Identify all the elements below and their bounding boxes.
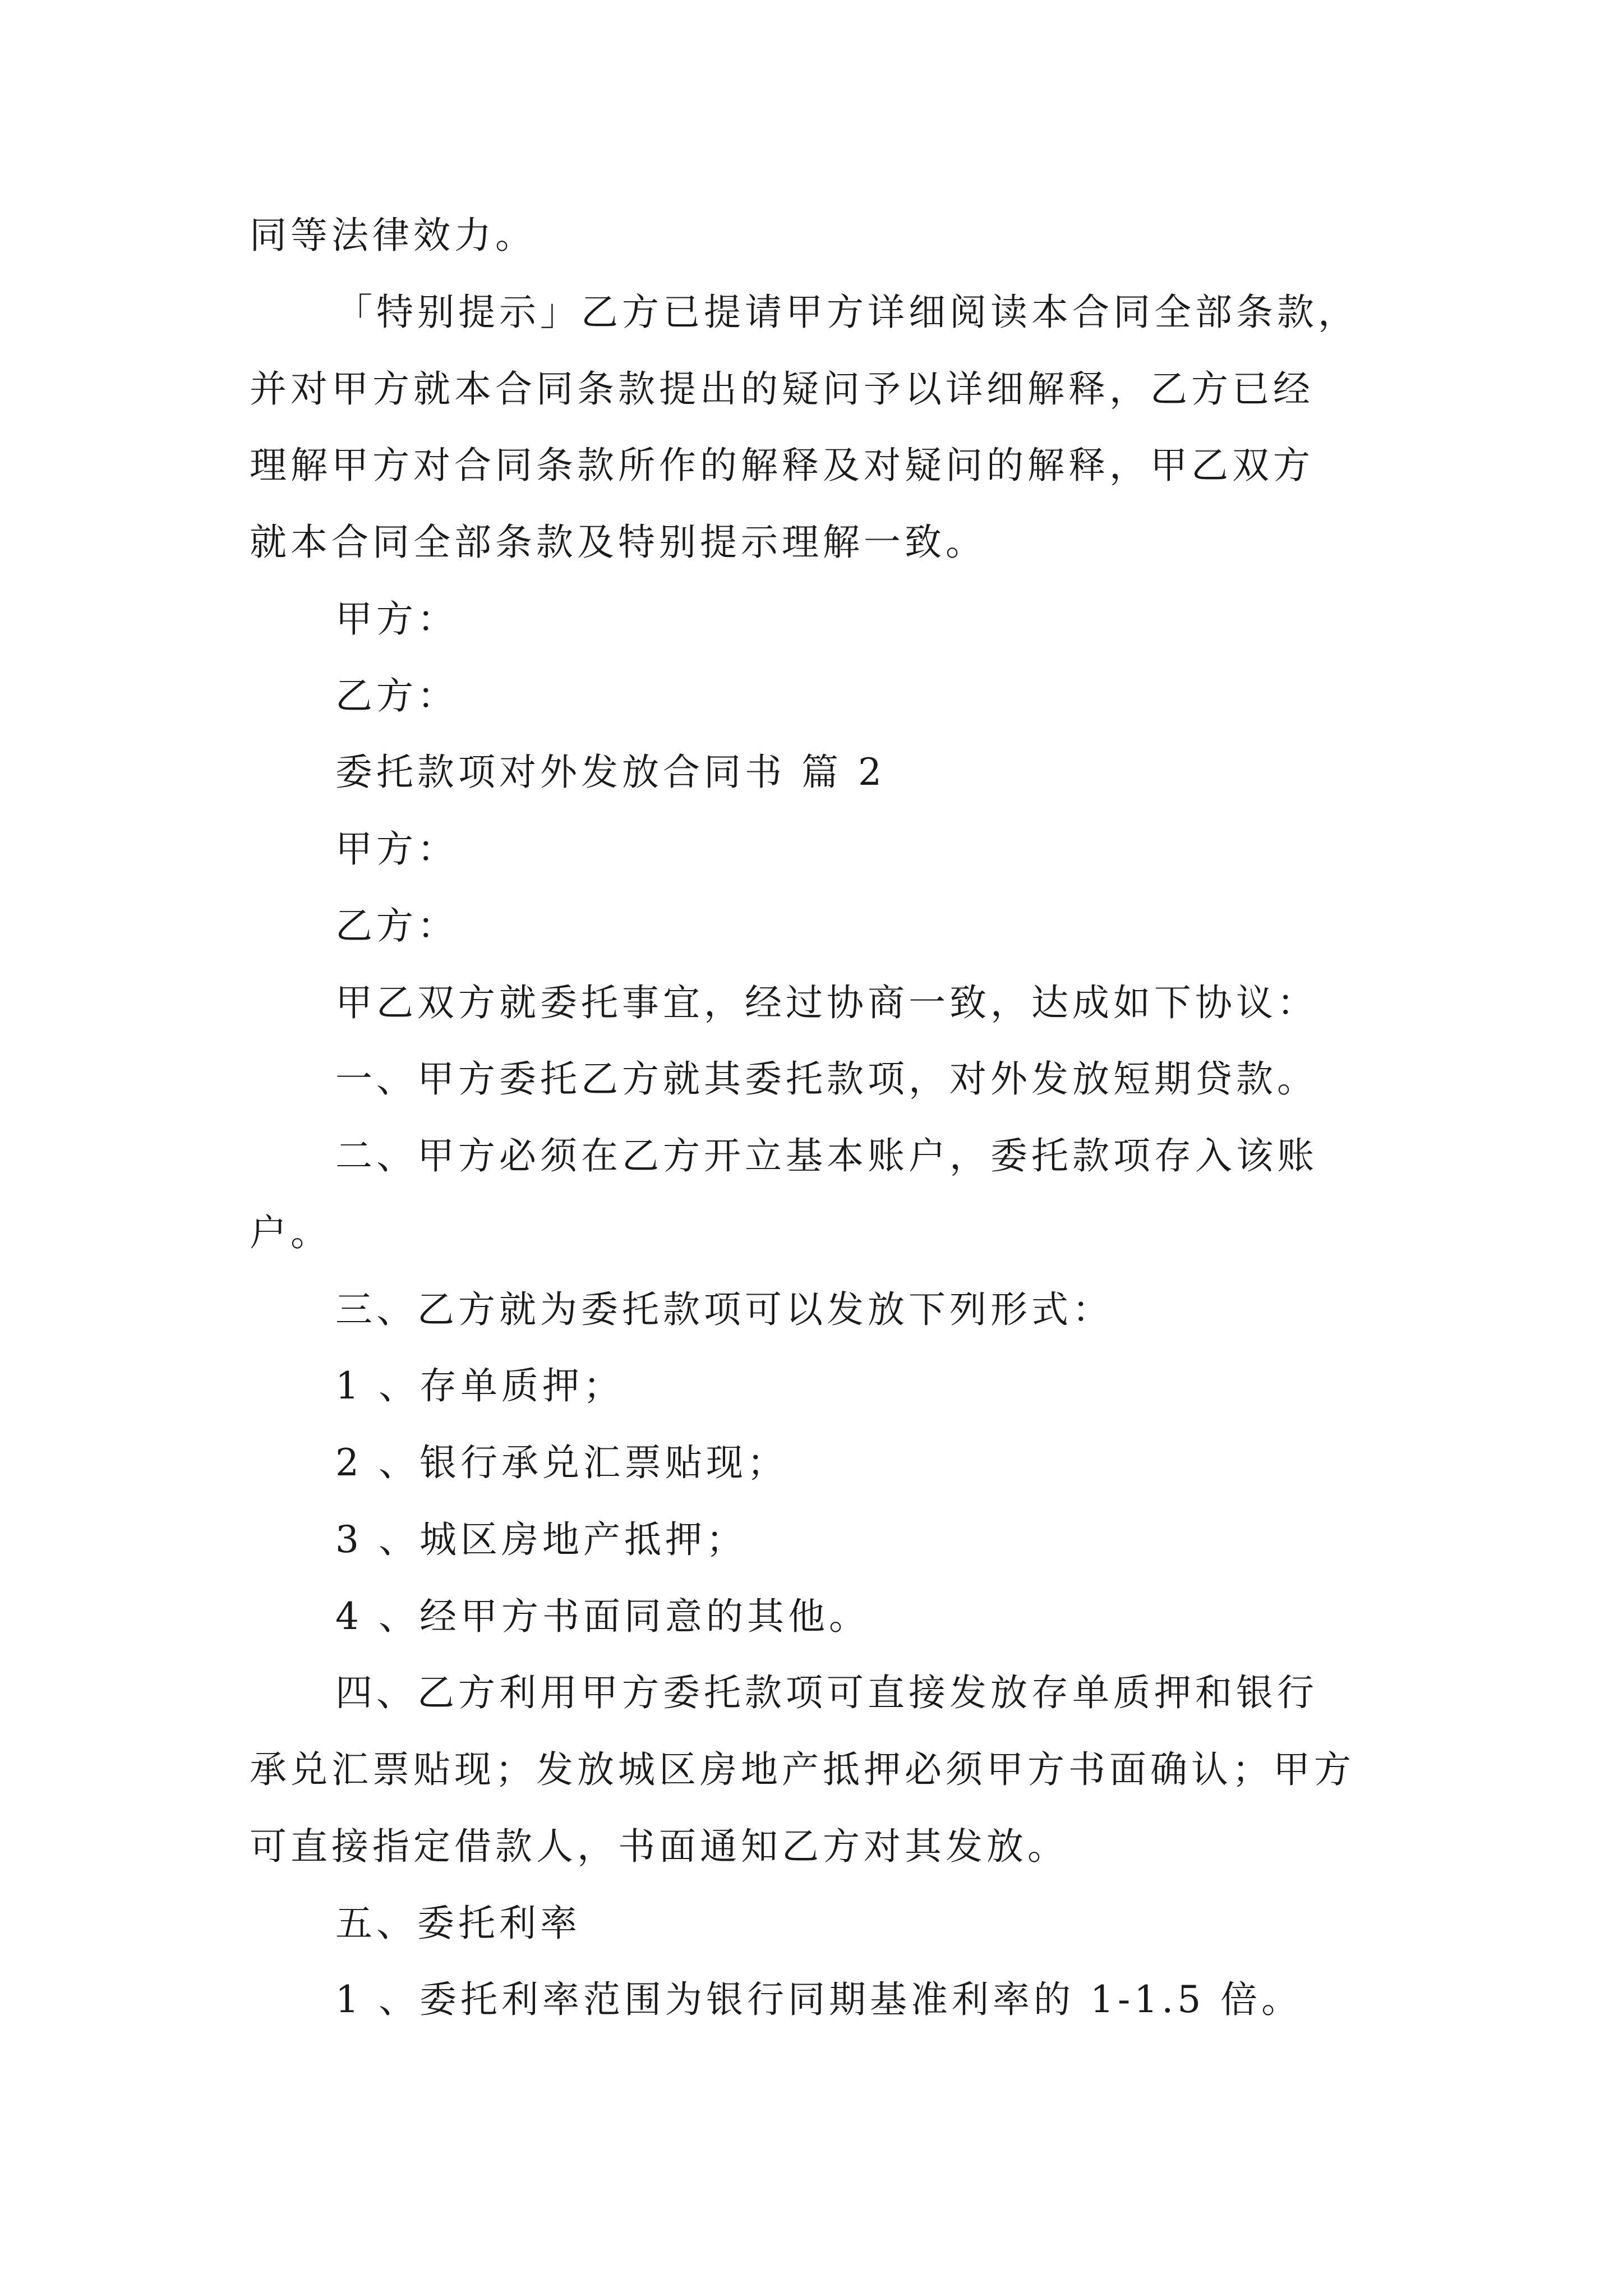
text-line-15: 三、乙方就为委托款项可以发放下列形式： [335, 1288, 1113, 1331]
text-line-3: 并对甲方就本合同条款提出的疑问予以详细解释，乙方已经 [250, 367, 1314, 411]
text-line-2: 「特别提示」乙方已提请甲方详细阅读本合同全部条款， [335, 291, 1359, 334]
text-line-11: 甲乙双方就委托事宜，经过协商一致，达成如下协议： [335, 981, 1318, 1024]
text-line-4: 理解甲方对合同条款所作的解释及对疑问的解释，甲乙双方 [250, 444, 1314, 487]
list-item-4: 4 、经甲方书面同意的其他。 [335, 1595, 870, 1638]
text-line-1: 同等法律效力。 [250, 214, 536, 257]
party-b-label-2: 乙方： [335, 904, 458, 947]
list-item-1: 1 、存单质押； [335, 1364, 624, 1407]
list-item-rate: 1 、委托利率范围为银行同期基准利率的 1-1.5 倍。 [335, 1978, 1303, 2021]
party-b-label-1: 乙方： [335, 674, 458, 717]
text-line-22: 可直接指定借款人，书面通知乙方对其发放。 [250, 1825, 1068, 1868]
text-line-13: 二、甲方必须在乙方开立基本账户，委托款项存入该账 [335, 1134, 1318, 1177]
text-line-23: 五、委托利率 [335, 1902, 581, 1945]
section-heading: 委托款项对外发放合同书 篇 2 [335, 751, 886, 794]
text-line-20: 四、乙方利用甲方委托款项可直接发放存单质押和银行 [335, 1671, 1318, 1714]
text-line-12: 一、甲方委托乙方就其委托款项，对外发放短期贷款。 [335, 1057, 1318, 1101]
text-line-14: 户。 [250, 1211, 331, 1254]
party-a-label-1: 甲方： [335, 597, 458, 641]
list-item-3: 3 、城区房地产抵押； [335, 1518, 747, 1561]
party-a-label-2: 甲方： [335, 827, 458, 871]
text-line-21: 承兑汇票贴现；发放城区房地产抵押必须甲方书面确认；甲方 [250, 1748, 1355, 1791]
list-item-2: 2 、银行承兑汇票贴现； [335, 1441, 788, 1484]
text-line-5: 就本合同全部条款及特别提示理解一致。 [250, 521, 986, 564]
